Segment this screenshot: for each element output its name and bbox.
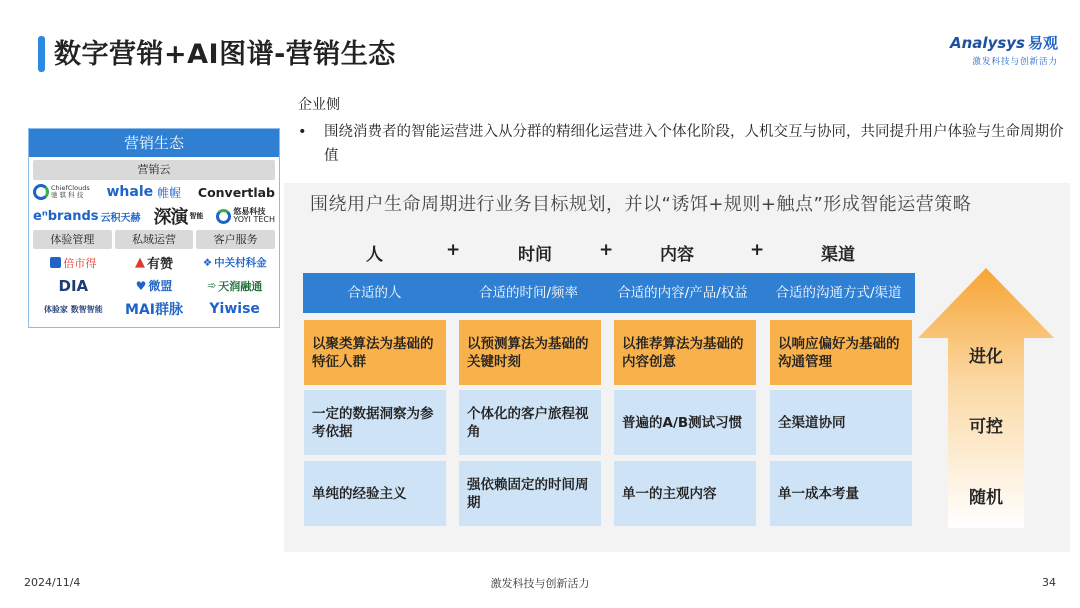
marketing-cloud-label: 营销云 — [33, 160, 275, 180]
cell-r3-c4: 单一成本考量 — [770, 461, 912, 526]
equation-term-time: 时间 — [518, 245, 552, 265]
page-title: 数字营销+AI图谱-营销生态 — [54, 39, 396, 70]
equation-term-content: 内容 — [660, 245, 694, 265]
tianrun-logo: ➾ 天润融通 — [207, 279, 263, 293]
cell-r2-c1: 一定的数据洞察为参考依据 — [304, 390, 446, 455]
cell-r1-c4: 以响应偏好为基础的沟通管理 — [770, 320, 912, 385]
cell-r1-c2: 以预测算法为基础的关键时刻 — [459, 320, 601, 385]
equation-plus-2: + — [599, 240, 614, 260]
arrow-label-control: 可控 — [969, 417, 1003, 437]
arrow-label-evolve: 进化 — [969, 347, 1003, 367]
column-header-channel: 合适的沟通方式/渠道 — [775, 285, 902, 301]
equation-term-channel: 渠道 — [821, 245, 855, 265]
yoyi-logo: 悠易科技 YOYI TECH — [216, 208, 275, 224]
tiyanjia-logo: 体验家 数智智能 — [43, 304, 103, 314]
zgc-kejin-logo: ❖ 中关村科金 — [202, 256, 267, 270]
page-number: 34 — [1042, 576, 1056, 589]
shenyan-logo: 深演 智能 — [153, 207, 204, 228]
category-customer-service: 客户服务 — [196, 230, 275, 249]
customer-service-brands — [194, 251, 275, 321]
footer-date: 2024/11/4 — [24, 576, 81, 589]
chiefclouds-logo: ChiefClouds 驰 骐 科 技 — [33, 184, 90, 200]
strategy-heading: 围绕用户生命周期进行业务目标规划，并以“诱饵+规则+触点”形成智能运营策略 — [310, 194, 972, 215]
enbrands-logo: eⁿbrands 云积天赫 — [33, 208, 141, 224]
cell-r3-c3: 单一的主观内容 — [614, 461, 756, 526]
title-accent-bar — [38, 36, 45, 72]
column-header-content: 合适的内容/产品/权益 — [617, 285, 748, 301]
cell-r3-c1: 单纯的经验主义 — [304, 461, 446, 526]
equation-plus-1: + — [446, 240, 461, 260]
footer-slogan: 激发科技与创新活力 — [490, 577, 590, 590]
ecosystem-panel — [28, 128, 280, 328]
ecosystem-header: 营销生态 — [29, 129, 279, 157]
bullet-dot-icon: • — [298, 124, 307, 140]
cell-r1-c1: 以聚类算法为基础的特征人群 — [304, 320, 446, 385]
logo-slogan: 激发科技与创新活力 — [972, 57, 1058, 67]
category-experience: 体验管理 — [33, 230, 112, 249]
experience-brands — [33, 251, 114, 321]
cloud-brands-row-2 — [29, 204, 279, 228]
cell-r3-c2: 强依赖固定的时间周期 — [459, 461, 601, 526]
ecosystem-brand-grid — [29, 249, 279, 321]
bullet-text: 围绕消费者的智能运营进入从分群的精细化运营进入个体化阶段，人机交互与协同，共同提升用户体验与生命周期价值 — [324, 124, 1064, 164]
beishide-logo: 倍市得 — [33, 252, 114, 274]
mai-qunmai-logo: MAI群脉 — [125, 302, 183, 319]
ecosystem-categories — [29, 230, 279, 249]
whale-logo: whale 帷幄 — [106, 184, 182, 200]
equation-plus-3: + — [750, 240, 765, 260]
category-private-domain: 私域运营 — [115, 230, 194, 249]
analysys-logo: Analysys 易观 激发科技与创新活力 — [950, 34, 1058, 67]
equation-term-person: 人 — [366, 245, 383, 265]
column-header-time: 合适的时间/频率 — [478, 285, 579, 301]
enterprise-label: 企业侧 — [298, 97, 340, 113]
cell-r2-c4: 全渠道协同 — [770, 390, 912, 455]
convertlab-logo: Convertlab — [197, 184, 275, 200]
cell-r2-c3: 普遍的A/B测试习惯 — [614, 390, 756, 455]
cell-r2-c2: 个体化的客户旅程视角 — [459, 390, 601, 455]
private-domain-brands — [114, 251, 195, 321]
bullet-point — [298, 120, 1068, 168]
column-header-person: 合适的人 — [347, 285, 402, 301]
youzan-logo: ▲ 有赞 — [135, 255, 174, 273]
weimob-logo: ♥ 微盟 — [135, 278, 173, 294]
cloud-brands-row-1 — [29, 180, 279, 204]
yiwise-logo: Yiwise — [209, 301, 260, 318]
arrow-label-random: 随机 — [969, 488, 1003, 508]
dia-logo: DIA — [58, 276, 89, 295]
cell-r1-c3: 以推荐算法为基础的内容创意 — [614, 320, 756, 385]
